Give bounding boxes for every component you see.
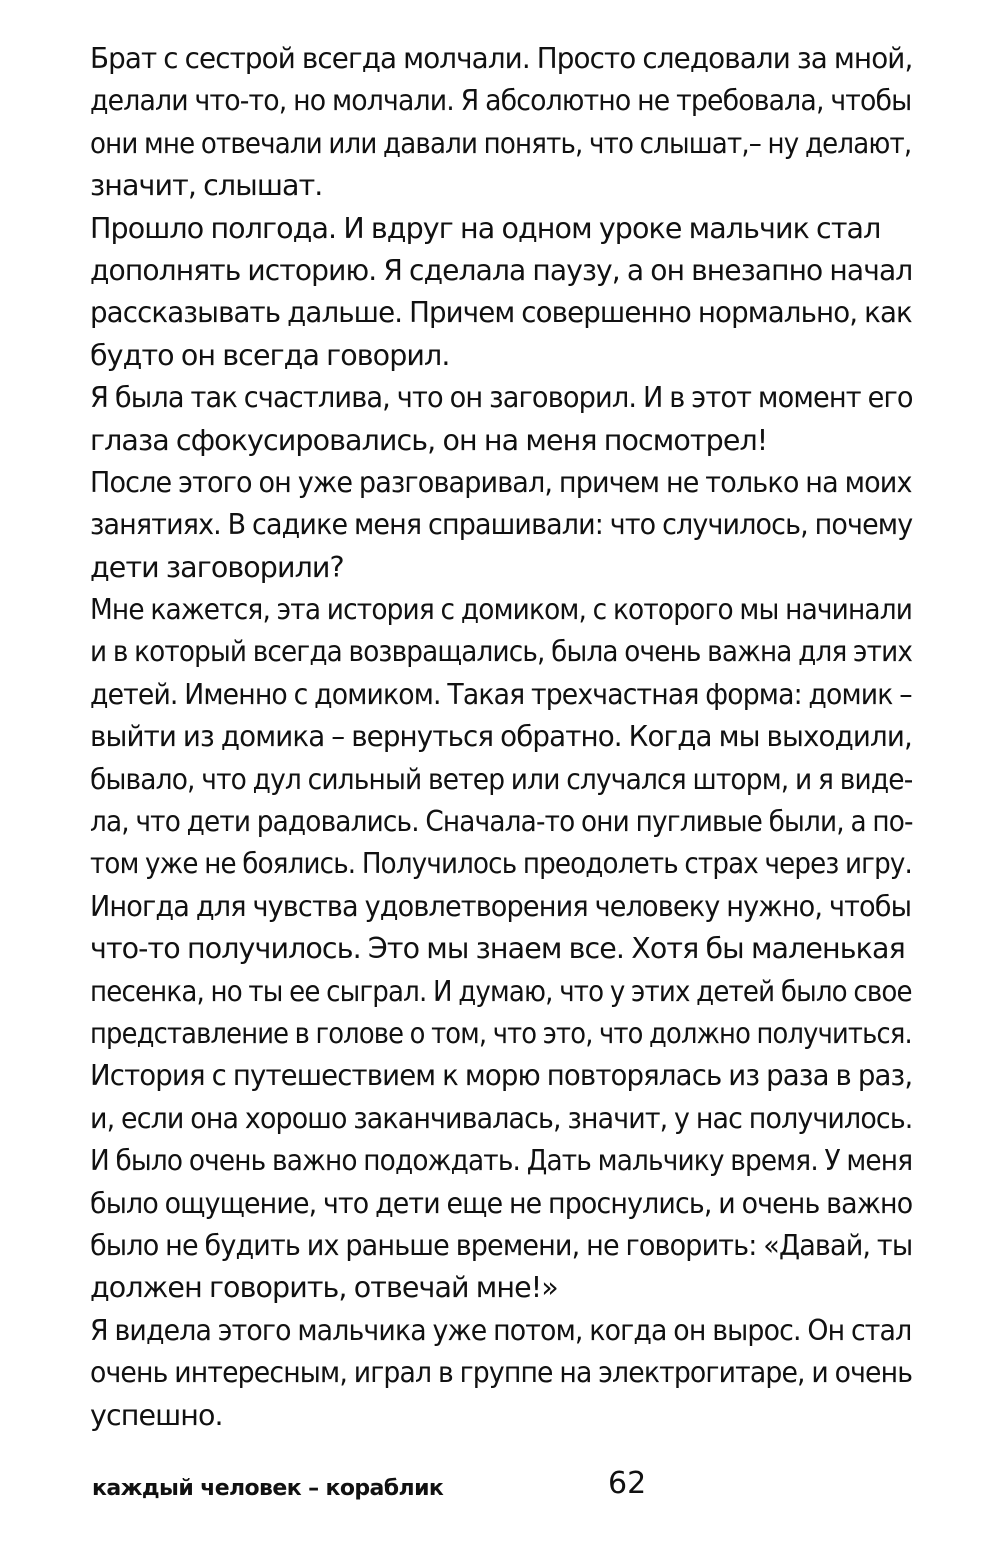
- text-line: было ощущение, что дети еще не проснулись, и очень важно: [90, 1186, 913, 1220]
- text-line: что-то получилось. Это мы знаем все. Хотя бы маленькая: [90, 932, 905, 966]
- text-line: История с путешествием к морю повторялась из раза в раз,: [90, 1059, 913, 1093]
- paragraph: [90, 38, 913, 208]
- paragraph: [90, 1310, 913, 1437]
- text-line: дети заговорили?: [90, 550, 344, 584]
- text-line: Брат с сестрой всегда молчали. Просто следовали за мной,: [90, 42, 913, 75]
- paragraph: [90, 886, 913, 1140]
- text-line: песенка, но ты ее сыграл. И думаю, что у этих детей было свое: [90, 974, 912, 1008]
- text-line: очень интересным, играл в группе на электрогитаре, и очень: [90, 1356, 913, 1390]
- text-line: занятиях. В садике меня спрашивали: что случилось, почему: [90, 508, 913, 542]
- text-line: рассказывать дальше. Причем совершенно нормально, как: [90, 296, 912, 330]
- text-line: дополнять историю. Я сделала паузу, а он внезапно начал: [90, 253, 913, 287]
- text-line: После этого он уже разговаривал, причем не только на моих: [90, 465, 912, 499]
- text-line: ла, что дети радовались. Сначала-то они пугливые были, а по-: [90, 805, 913, 839]
- text-line: выйти из домика – вернуться обратно. Когда мы выходили,: [90, 720, 912, 754]
- text-line: делали что-то, но молчали. Я абсолютно не требовала, чтобы: [90, 84, 912, 118]
- text-line: было не будить их раньше времени, не говорить: «Давай, ты: [90, 1228, 913, 1262]
- text-line: и, если она хорошо заканчивалась, значит, у нас получилось.: [90, 1101, 913, 1135]
- paragraph: [90, 208, 913, 378]
- text-line: И было очень важно подождать. Дать мальчику время. У меня: [90, 1144, 913, 1178]
- text-line: Мне кажется, эта история с домиком, с которого мы начинали: [90, 593, 913, 627]
- text-line: том уже не боялись. Получилось преодолеть страх через игру.: [90, 847, 912, 881]
- body-text: [90, 38, 913, 1437]
- text-line: Иногда для чувства удовлетворения человеку нужно, чтобы: [90, 889, 912, 923]
- paragraph: [90, 589, 913, 886]
- text-line: и в который всегда возвращались, была очень важна для этих: [90, 635, 913, 669]
- running-footer-title: каждый человек – кораблик: [92, 1476, 444, 1501]
- text-line: детей. Именно с домиком. Такая трехчастная форма: домик –: [90, 677, 912, 711]
- paragraph: [90, 462, 913, 589]
- paragraph: [90, 377, 913, 462]
- text-line: они мне отвечали или давали понять, что слышат,– ну делают,: [90, 126, 912, 160]
- text-line: будто он всегда говорил.: [90, 338, 450, 372]
- text-line: значит, слышат.: [90, 169, 323, 203]
- paragraph: [90, 1140, 913, 1310]
- text-line: бывало, что дул сильный ветер или случался шторм, и я виде-: [90, 762, 913, 796]
- text-line: глаза сфокусировались, он на меня посмотрел!: [90, 423, 768, 457]
- text-line: Прошло полгода. И вдруг на одном уроке мальчик стал: [90, 211, 881, 245]
- text-line: Я видела этого мальчика уже потом, когда он вырос. Он стал: [90, 1313, 912, 1347]
- text-line: должен говорить, отвечай мне!»: [90, 1271, 558, 1305]
- text-line: представление в голове о том, что это, что должно получиться.: [90, 1016, 912, 1050]
- text-line: успешно.: [90, 1398, 223, 1432]
- text-line: Я была так счастлива, что он заговорил. И в этот момент его: [90, 381, 913, 415]
- page-number: 62: [608, 1466, 647, 1501]
